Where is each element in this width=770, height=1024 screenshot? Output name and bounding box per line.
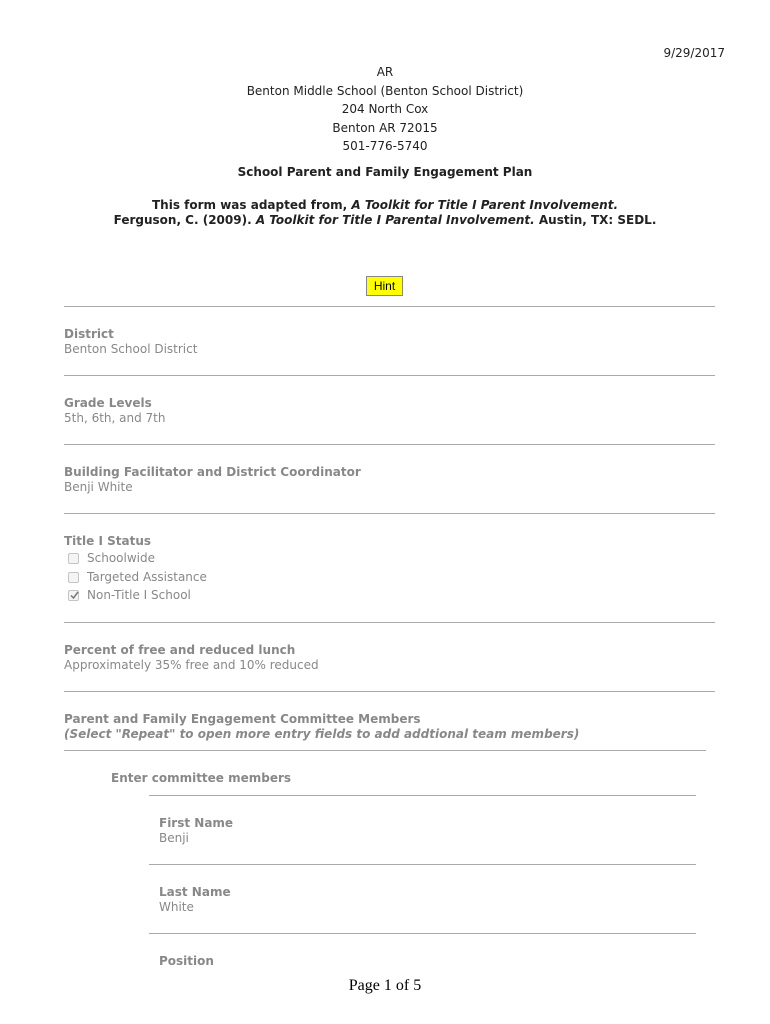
school-city: Benton AR 72015 <box>332 120 438 135</box>
school-header <box>0 63 770 156</box>
facilitator-value[interactable]: Benji White <box>64 480 133 494</box>
district-label: District <box>64 327 114 341</box>
grade-levels-label: Grade Levels <box>64 396 152 410</box>
divider <box>64 691 715 692</box>
non-title-checkbox[interactable] <box>68 590 79 601</box>
committee-label: Parent and Family Engagement Committee Members <box>64 712 421 726</box>
divider <box>149 795 696 796</box>
divider <box>64 513 715 514</box>
adapted-line-2 <box>0 213 770 228</box>
school-phone: 501-776-5740 <box>342 139 428 153</box>
school-name: Benton Middle School (Benton School District) <box>246 83 524 98</box>
divider <box>64 375 715 376</box>
citation-author: Ferguson, C. (2009). <box>113 213 256 227</box>
first-name-value[interactable]: Benji <box>159 831 189 845</box>
schoolwide-checkbox[interactable] <box>68 553 79 564</box>
hint-button[interactable]: Hint <box>366 276 403 296</box>
first-name-label: First Name <box>159 816 234 830</box>
divider <box>149 933 696 934</box>
state-code: AR <box>376 65 394 79</box>
last-name-label: Last Name <box>159 885 231 899</box>
plan-title: School Parent and Family Engagement Plan <box>237 165 533 179</box>
district-value[interactable]: Benton School District <box>64 342 198 356</box>
committee-note: (Select "Repeat" to open more entry fields to add addtional team members) <box>64 727 580 741</box>
facilitator-label: Building Facilitator and District Coordinator <box>64 465 361 479</box>
grade-levels-value[interactable]: 5th, 6th, and 7th <box>64 411 166 425</box>
page-number: Page 1 of 5 <box>348 977 422 994</box>
targeted-assistance-checkbox[interactable] <box>68 572 79 583</box>
adapted-note <box>0 198 770 228</box>
non-title-label: Non-Title I School <box>87 588 191 602</box>
citation-suffix: Austin, TX: SEDL. <box>534 213 657 227</box>
adapted-prefix: This form was adapted from, <box>151 198 352 212</box>
lunch-label: Percent of free and reduced lunch <box>64 643 296 657</box>
title-status-label: Title I Status <box>64 534 152 548</box>
divider <box>64 750 706 751</box>
document-date: 9/29/2017 <box>663 46 725 60</box>
non-title-option[interactable] <box>68 587 191 603</box>
lunch-value[interactable]: Approximately 35% free and 10% reduced <box>64 658 319 672</box>
toolkit-title-2: A Toolkit for Title I Parental Involvement. <box>255 213 535 227</box>
divider <box>64 622 715 623</box>
schoolwide-option[interactable] <box>68 550 155 566</box>
position-label: Position <box>159 954 214 968</box>
targeted-assistance-label: Targeted Assistance <box>87 570 207 584</box>
divider <box>149 864 696 865</box>
schoolwide-label: Schoolwide <box>87 551 155 565</box>
toolkit-title-1: A Toolkit for Title I Parent Involvement. <box>351 198 619 212</box>
school-address: 204 North Cox <box>341 102 429 116</box>
targeted-assistance-option[interactable] <box>68 569 207 585</box>
enter-members-label: Enter committee members <box>111 771 292 785</box>
last-name-value[interactable]: White <box>159 900 194 914</box>
check-icon <box>69 590 80 601</box>
adapted-line-1 <box>0 198 770 213</box>
divider <box>64 306 715 307</box>
divider <box>64 444 715 445</box>
